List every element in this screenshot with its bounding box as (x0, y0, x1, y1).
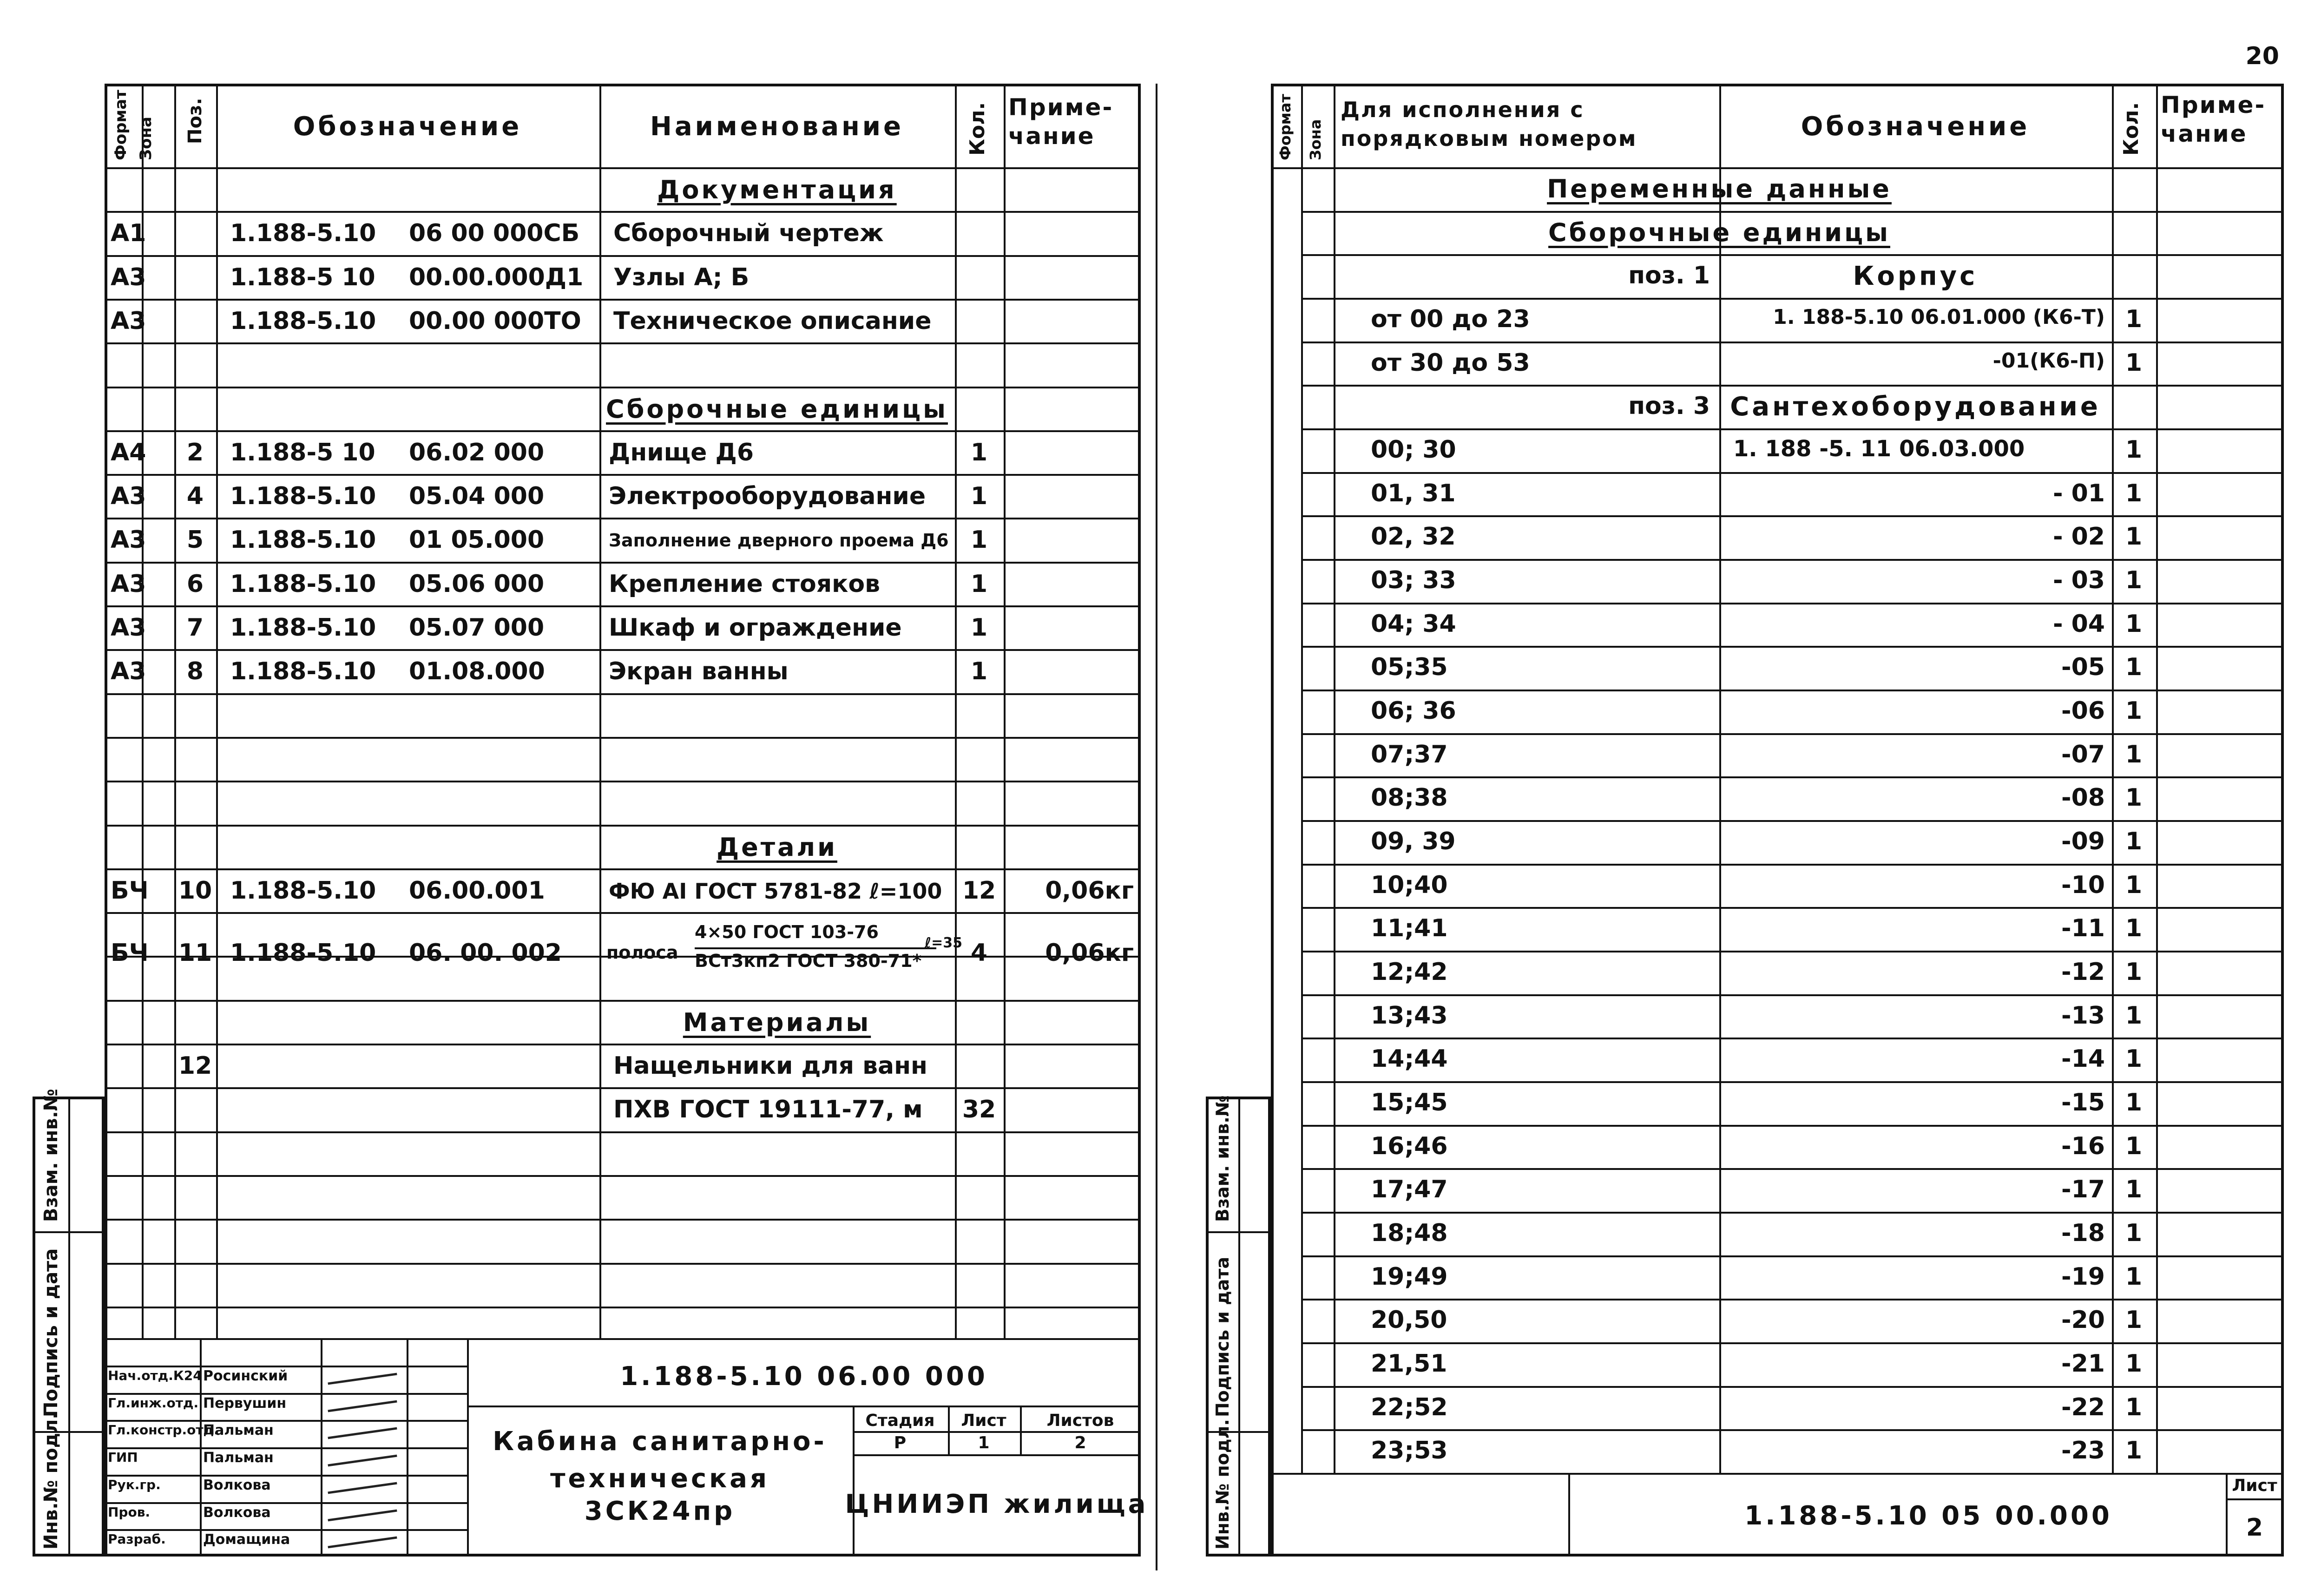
row-designation: -19 (2061, 1262, 2105, 1291)
row-designation: -13 (2061, 1001, 2105, 1030)
row-exec: 23;53 (1371, 1437, 1448, 1465)
stage-value: Р (894, 1433, 907, 1452)
footer-sheet-value: 2 (2246, 1514, 2263, 1542)
staff-role: Рук.гр. (108, 1477, 161, 1492)
left-row-line (105, 649, 1141, 651)
left-row-line (105, 1087, 1141, 1089)
row-exec: 11;41 (1371, 914, 1448, 943)
side-label-inv: Инв.№ подл. (40, 1412, 62, 1550)
org-name: ЦНИИЭП жилища (845, 1489, 1149, 1519)
staff-line (105, 1447, 467, 1449)
footer-sheet-label: Лист (2232, 1476, 2277, 1495)
row-qty: 12 (962, 876, 996, 905)
row-designation: 1.188-5.10 (230, 219, 376, 248)
right-row-line (1301, 385, 2284, 387)
pos1-name: Корпус (1853, 261, 1978, 292)
section-materials: Материалы (683, 1007, 871, 1037)
row-designation: -18 (2061, 1219, 2105, 1247)
row-qty: 1 (2125, 610, 2143, 638)
row-code: 06 00 000СБ (409, 219, 580, 248)
right-row-line (1301, 1386, 2284, 1388)
left-col-line (599, 84, 601, 1338)
row-designation: -21 (2061, 1350, 2105, 1378)
right-row-line (1301, 994, 2284, 996)
row-format: А3 (111, 526, 146, 554)
title-line-3: 3СК24пр (584, 1496, 736, 1526)
left-row-line (105, 1263, 1141, 1265)
row-designation: - 04 (2052, 610, 2105, 638)
row-designation: 1. 188-5.10 06.01.000 (К6-Т) (1773, 305, 2105, 329)
left-row-line (105, 211, 1141, 213)
row-format: БЧ (111, 939, 149, 967)
row-designation: - 03 (2052, 566, 2105, 594)
sheet-value: 1 (978, 1433, 990, 1452)
right-row-line (1301, 1125, 2284, 1127)
right-row-line (1301, 428, 2284, 430)
left-col-line (216, 84, 218, 1338)
section-assemblies: Сборочные единицы (1548, 217, 1890, 247)
row-exec: 04; 34 (1371, 610, 1456, 638)
row-code: 06.02 000 (409, 438, 545, 466)
row-format: А3 (111, 482, 146, 511)
staff-role: Нач.отд.К24 (108, 1367, 202, 1383)
row-designation: -06 (2061, 697, 2105, 725)
left-row-line (105, 299, 1141, 301)
row-code: 05.06 000 (409, 570, 545, 598)
row-designation: -01(К6-П) (1992, 348, 2105, 373)
section-documentation: Документация (657, 175, 897, 204)
row-designation: 1.188-5.10 (230, 939, 376, 967)
header-zone: Зона (1307, 119, 1324, 160)
row-qty: 1 (2125, 1001, 2143, 1030)
side-col-line (1238, 1097, 1240, 1557)
row-designation: -20 (2061, 1306, 2105, 1334)
row-designation: 1.188-5.10 (230, 657, 376, 686)
side-label-signature: Подпись и дата (1212, 1256, 1233, 1417)
row-name: Заполнение дверного проема Д6 (609, 530, 949, 551)
left-row-line (105, 868, 1141, 870)
left-row-line (105, 1044, 1141, 1045)
row-qty: 1 (970, 614, 988, 642)
col-line (853, 1406, 855, 1557)
row-format: А3 (111, 614, 146, 642)
row-code: 01 05.000 (409, 526, 545, 554)
row-qty: 1 (2125, 1393, 2143, 1421)
row-qty: 1 (2125, 523, 2143, 551)
row-designation: -09 (2061, 828, 2105, 855)
staff-role: Гл.инж.отд. (108, 1395, 199, 1411)
row-code: 06. 00. 002 (409, 939, 562, 967)
right-row-line (1301, 1212, 2284, 1214)
row-format: А3 (111, 307, 146, 335)
left-row-line (105, 1000, 1141, 1002)
left-spec-sheet (105, 84, 1141, 1557)
left-row-line (105, 518, 1141, 519)
row-designation: 1.188-5 10 (230, 263, 375, 291)
row-designation: -17 (2061, 1176, 2105, 1204)
sheet-divider (1156, 84, 1157, 1570)
row-qty: 1 (970, 570, 988, 598)
pos3-name: Сантехоборудование (1730, 392, 2101, 422)
right-row-line (1301, 254, 2284, 256)
side-line (1206, 1231, 1271, 1233)
header-designation: Обозначение (1801, 112, 2030, 142)
row-designation: -16 (2061, 1132, 2105, 1160)
row-exec: 08;38 (1371, 784, 1448, 812)
row-exec: от 00 до 23 (1371, 305, 1530, 333)
right-row-line (1301, 1168, 2284, 1170)
row-name-bottom: ВСт3кп2 ГОСТ 380-71* (695, 951, 922, 972)
header-qty: Кол. (966, 102, 989, 156)
right-row-line (1301, 951, 2284, 952)
row-qty: 1 (2125, 436, 2143, 464)
row-qty: 1 (2125, 653, 2143, 682)
row-format: А1 (111, 219, 146, 248)
sheet-label: Лист (961, 1411, 1006, 1430)
row-designation: - 01 (2052, 479, 2105, 507)
row-exec: 06; 36 (1371, 697, 1456, 725)
row-line (853, 1431, 1141, 1433)
row-note: 0,06кг (1045, 939, 1134, 967)
row-designation: -10 (2061, 871, 2105, 899)
row-exec: 13;43 (1371, 1001, 1448, 1030)
sheet-box-line (2226, 1498, 2284, 1500)
section-variable: Переменные данные (1547, 174, 1892, 204)
row-format: А3 (111, 263, 146, 291)
row-pos: 12 (178, 1052, 212, 1080)
staff-role: Разраб. (108, 1531, 166, 1547)
right-row-line (1301, 1429, 2284, 1431)
row-qty: 1 (2125, 1089, 2143, 1117)
staff-role: ГИП (108, 1450, 138, 1465)
left-row-line (105, 1219, 1141, 1221)
staff-name: Домащина (203, 1531, 290, 1548)
left-row-line (105, 781, 1141, 782)
stage-label: Стадия (865, 1411, 935, 1430)
row-line (853, 1454, 1141, 1456)
row-qty: 1 (2125, 828, 2143, 855)
row-designation: 1. 188 -5. 11 06.03.000 (1733, 436, 2025, 462)
left-col-line (174, 84, 176, 1338)
row-qty: 1 (970, 526, 988, 554)
row-name: Узлы А; Б (613, 263, 750, 291)
row-exec: 03; 33 (1371, 566, 1456, 594)
row-format: А3 (111, 570, 146, 598)
title-code-line (467, 1406, 1141, 1407)
row-name: ФЮ АI ГОСТ 5781-82 ℓ=100 (609, 878, 942, 904)
side-label-inv: Инв.№ подл. (1212, 1419, 1233, 1550)
row-pos: 8 (186, 657, 204, 686)
header-name: Наименование (650, 112, 904, 142)
row-qty: 1 (2125, 1132, 2143, 1160)
right-row-line (1301, 472, 2284, 474)
row-name: Нащельники для ванн (613, 1052, 927, 1080)
row-designation: 1.188-5.10 (230, 482, 376, 511)
row-exec: 10;40 (1371, 871, 1448, 899)
row-name: ПХВ ГОСТ 19111-77, м (613, 1096, 923, 1124)
right-row-line (1301, 864, 2284, 866)
row-code: 06.00.001 (409, 876, 545, 905)
row-name: Электрооборудование (609, 482, 926, 511)
row-exec: 02, 32 (1371, 523, 1456, 551)
row-qty: 1 (2125, 784, 2143, 812)
fraction-bar (695, 947, 936, 949)
staff-line (105, 1502, 467, 1504)
right-row-line (1301, 1255, 2284, 1257)
staff-name: Пальман (203, 1422, 274, 1439)
staff-role: Гл.констр.отд. (108, 1422, 219, 1438)
staff-name: Росинский (203, 1367, 288, 1384)
right-footer-top (1271, 1473, 2284, 1475)
row-designation: -12 (2061, 958, 2105, 986)
left-row-line (105, 1175, 1141, 1177)
section-assemblies: Сборочные единицы (606, 394, 948, 424)
row-exec: 12;42 (1371, 958, 1448, 986)
col-line (1020, 1406, 1022, 1454)
row-exec: 20,50 (1371, 1306, 1447, 1334)
row-designation: -14 (2061, 1045, 2105, 1073)
row-exec: 19;49 (1371, 1262, 1448, 1291)
header-qty: Кол. (2119, 102, 2143, 156)
left-row-line (105, 387, 1141, 388)
row-designation: -23 (2061, 1437, 2105, 1465)
left-row-line (105, 825, 1141, 827)
row-name-suffix: ℓ=35 (925, 935, 963, 952)
left-row-line (105, 912, 1141, 914)
row-designation: -15 (2061, 1089, 2105, 1117)
right-row-line (1301, 1342, 2284, 1344)
footer-code: 1.188-5.10 05 00.000 (1744, 1501, 2112, 1531)
staff-name: Волкова (203, 1504, 271, 1521)
header-designation: Обозначение (293, 112, 522, 142)
row-qty: 1 (2125, 566, 2143, 594)
row-designation: 1.188-5.10 (230, 614, 376, 642)
staff-role: Пров. (108, 1504, 151, 1520)
row-name: Техническое описание (613, 307, 932, 335)
row-note: 0,06кг (1045, 876, 1134, 905)
staff-line (105, 1529, 467, 1531)
title-block-top (105, 1338, 1141, 1340)
row-qty: 1 (2125, 1045, 2143, 1073)
header-note: Приме- чание (2161, 92, 2266, 147)
row-qty: 1 (2125, 305, 2143, 333)
pos3-label: поз. 3 (1628, 392, 1710, 420)
title-code: 1.188-5.10 06.00 000 (620, 1361, 988, 1392)
sheets-label: Листов (1046, 1411, 1114, 1430)
row-qty: 32 (962, 1096, 996, 1124)
side-label-replace: Взам. инв.№ (1212, 1095, 1233, 1222)
row-pos: 11 (178, 939, 212, 967)
pos1-label: поз. 1 (1628, 262, 1710, 290)
col-line (2226, 1473, 2228, 1557)
right-row-line (1301, 646, 2284, 648)
col-line (467, 1338, 469, 1557)
row-qty: 1 (2125, 958, 2143, 986)
row-qty: 1 (2125, 697, 2143, 725)
left-row-line (105, 693, 1141, 695)
row-code: 05.04 000 (409, 482, 545, 511)
row-designation: -11 (2061, 914, 2105, 943)
row-qty: 1 (2125, 914, 2143, 943)
row-exec: 18;48 (1371, 1219, 1448, 1247)
side-label-signature: Подпись и дата (40, 1248, 62, 1417)
col-line (1568, 1473, 1570, 1557)
row-exec: 21,51 (1371, 1350, 1447, 1378)
right-row-line (1301, 1038, 2284, 1039)
right-row-line (1301, 776, 2284, 778)
header-pos: Поз. (184, 98, 206, 144)
side-label-replace: Взам. инв.№ (40, 1089, 62, 1222)
row-designation: - 02 (2052, 523, 2105, 551)
left-row-line (105, 562, 1141, 564)
header-note: Приме- чание (1008, 94, 1114, 150)
row-exec: 14;44 (1371, 1045, 1448, 1073)
header-format: Формат (1276, 94, 1294, 160)
staff-line (105, 1393, 467, 1395)
right-row-line (1301, 515, 2284, 517)
row-qty: 1 (2125, 1262, 2143, 1291)
section-details: Детали (717, 832, 837, 862)
row-exec: 05;35 (1371, 653, 1448, 682)
left-row-line (105, 1307, 1141, 1308)
header-for-execution: Для исполнения с порядковым номером (1341, 97, 1637, 151)
row-code: 01.08.000 (409, 657, 545, 686)
left-row-line (105, 474, 1141, 476)
row-format: БЧ (111, 876, 149, 905)
row-designation: -07 (2061, 740, 2105, 768)
row-code: 05.07 000 (409, 614, 545, 642)
row-qty: 1 (970, 482, 988, 511)
staff-line (105, 1420, 467, 1422)
row-designation: 1.188-5.10 (230, 570, 376, 598)
col-line (948, 1406, 950, 1454)
right-row-line (1301, 1081, 2284, 1083)
left-header-line (105, 167, 1141, 169)
right-row-line (1301, 211, 2284, 213)
row-pos: 5 (186, 526, 204, 554)
title-line-1: Кабина санитарно- (493, 1426, 827, 1457)
row-qty: 1 (2125, 1306, 2143, 1334)
row-designation: 1.188-5.10 (230, 876, 376, 905)
row-pos: 7 (186, 614, 204, 642)
row-pos: 4 (186, 482, 204, 511)
row-qty: 1 (2125, 1219, 2143, 1247)
row-qty: 1 (970, 657, 988, 686)
staff-line (105, 1475, 467, 1477)
header-zone: Зона (137, 117, 155, 160)
row-qty: 1 (2125, 479, 2143, 507)
row-exec: 22;52 (1371, 1393, 1448, 1421)
row-exec: 17;47 (1371, 1176, 1448, 1204)
row-code: 00.00 000ТО (409, 307, 581, 335)
left-col-line (1004, 84, 1006, 1338)
row-name: Крепление стояков (609, 570, 881, 598)
left-row-line (105, 737, 1141, 739)
staff-name: Пальман (203, 1450, 274, 1466)
right-row-line (1301, 603, 2284, 604)
row-exec: 00; 30 (1371, 436, 1456, 464)
left-row-line (105, 430, 1141, 432)
row-qty: 4 (970, 939, 988, 967)
left-row-line (105, 255, 1141, 257)
row-designation: 1.188-5 10 (230, 438, 375, 466)
row-format: А4 (111, 438, 146, 466)
side-line (33, 1231, 105, 1233)
right-row-line (1301, 298, 2284, 300)
right-row-line (1301, 559, 2284, 561)
right-row-line (1301, 820, 2284, 822)
right-row-line (1301, 733, 2284, 735)
right-header-line (1271, 167, 2284, 169)
row-exec: 16;46 (1371, 1132, 1448, 1160)
row-code: 00.00.000Д1 (409, 263, 584, 291)
row-name-prefix: полоса (606, 942, 678, 963)
row-qty: 1 (2125, 1176, 2143, 1204)
row-pos: 10 (178, 876, 212, 905)
row-exec: от 30 до 53 (1371, 348, 1530, 377)
row-exec: 07;37 (1371, 740, 1448, 768)
right-row-line (1301, 1299, 2284, 1300)
row-qty: 1 (2125, 1437, 2143, 1465)
row-qty: 1 (2125, 348, 2143, 377)
row-name: Днище Д6 (609, 438, 754, 466)
row-name: Шкаф и ограждение (609, 614, 902, 642)
staff-line (105, 1366, 467, 1367)
row-designation: -22 (2061, 1393, 2105, 1421)
page-number: 20 (2245, 42, 2279, 70)
row-qty: 1 (2125, 1350, 2143, 1378)
right-row-line (1301, 907, 2284, 909)
row-exec: 09, 39 (1371, 828, 1456, 855)
row-pos: 6 (186, 570, 204, 598)
row-designation: 1.188-5.10 (230, 526, 376, 554)
left-row-line (105, 605, 1141, 607)
row-designation: 1.188-5.10 (230, 307, 376, 335)
left-col-line (955, 84, 957, 1338)
right-row-line (1301, 342, 2284, 343)
left-row-line (105, 1131, 1141, 1133)
row-qty: 1 (2125, 871, 2143, 899)
row-exec: 01, 31 (1371, 479, 1456, 507)
staff-name: Волкова (203, 1477, 271, 1493)
sheets-value: 2 (1074, 1433, 1086, 1452)
row-qty: 1 (2125, 740, 2143, 768)
row-designation: -08 (2061, 784, 2105, 812)
row-format: А3 (111, 657, 146, 686)
side-col-line (68, 1097, 70, 1557)
row-name-top: 4×50 ГОСТ 103-76 (695, 922, 879, 943)
row-pos: 2 (186, 438, 204, 466)
left-row-line (105, 342, 1141, 344)
header-format: Формат (112, 90, 130, 160)
row-qty: 1 (970, 438, 988, 466)
title-line-2: техническая (550, 1464, 769, 1494)
row-exec: 15;45 (1371, 1089, 1448, 1117)
row-name: Экран ванны (609, 657, 789, 686)
row-designation: -05 (2061, 653, 2105, 682)
staff-name: Первушин (203, 1395, 287, 1412)
row-name: Сборочный чертеж (613, 219, 884, 248)
right-row-line (1301, 690, 2284, 691)
